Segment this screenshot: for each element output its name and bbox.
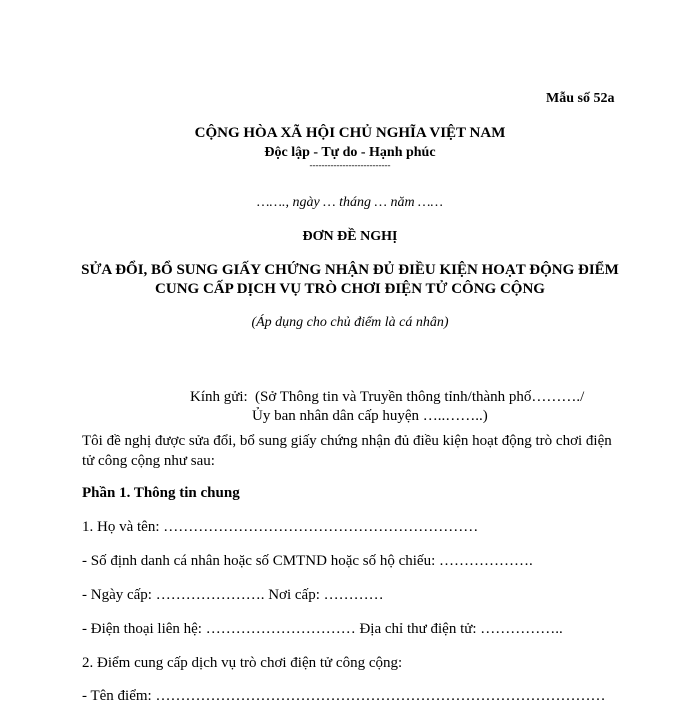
field-venue-name: - Tên điểm: ……………………………………………………………………………… (82, 688, 606, 704)
form-number: Mẫu số 52a (546, 91, 615, 106)
document-type: ĐƠN ĐỀ NGHỊ (302, 229, 398, 244)
subject-line-1: SỬA ĐỔI, BỔ SUNG GIẤY CHỨNG NHẬN ĐỦ ĐIỀU KIỆN HOẠT ĐỘNG ĐIỂM (81, 262, 619, 278)
recipient-line-1: (Sở Thông tin và Truyền thông tỉnh/thành phố………./ (255, 389, 585, 405)
date-line: ……., ngày … tháng … năm …… (257, 195, 443, 210)
section-1-title: Phần 1. Thông tin chung (82, 485, 240, 501)
national-motto: Độc lập - Tự do - Hạnh phúc (264, 145, 436, 160)
field-phone-email: - Điện thoại liên hệ: ………………………… Địa chỉ thư điện tử: …………….. (82, 621, 563, 637)
field-venue-heading: 2. Điểm cung cấp dịch vụ trò chơi điện tử công cộng: (82, 655, 403, 671)
country-name: CỘNG HÒA XÃ HỘI CHỦ NGHĨA VIỆT NAM (194, 125, 506, 141)
field-id-number: - Số định danh cá nhân hoặc số CMTND hoặc số hộ chiếu: ………………. (82, 553, 533, 569)
header-separator: --------------------------- (309, 160, 391, 170)
recipient-line-2: Ủy ban nhân dân cấp huyện …..……..) (252, 408, 488, 424)
subject-line-2: CUNG CẤP DỊCH VỤ TRÒ CHƠI ĐIỆN TỬ CÔNG CỘNG (155, 281, 545, 297)
intro-line-1: Tôi đề nghị được sửa đổi, bổ sung giấy chứng nhận đủ điều kiện hoạt động trò chơi điện (82, 433, 612, 449)
recipient-label: Kính gửi: (190, 389, 248, 405)
field-issue-date-place: - Ngày cấp: …………………. Nơi cấp: ………… (82, 587, 384, 603)
applicability-note: (Áp dụng cho chủ điểm là cá nhân) (251, 315, 449, 330)
field-full-name: 1. Họ và tên: ……………………………………………………… (82, 519, 479, 535)
intro-line-2: tử công cộng như sau: (82, 453, 215, 469)
